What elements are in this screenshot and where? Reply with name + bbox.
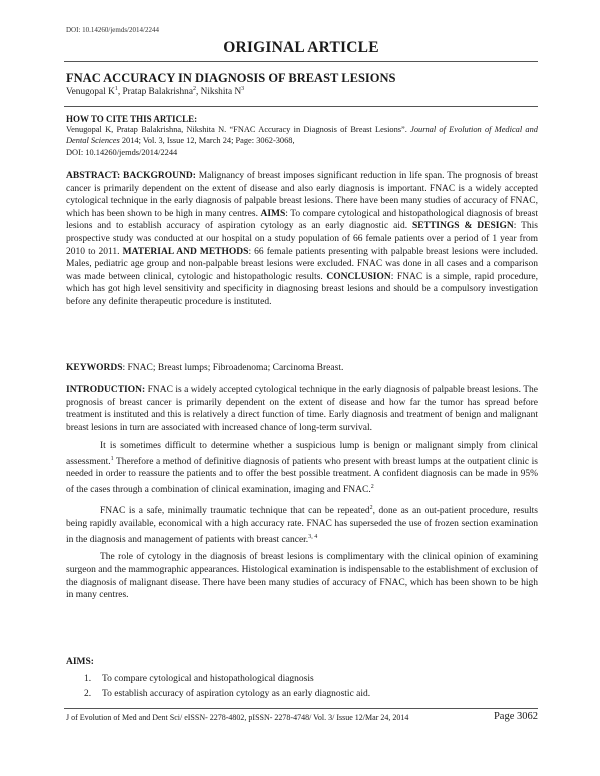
citation-doi: DOI: 10.14260/jemds/2014/2244 [66, 147, 178, 157]
keywords: KEYWORDS: FNAC; Breast lumps; Fibroadenoma; Carcinoma Breast. [66, 363, 344, 373]
section-title: ORIGINAL ARTICLE [223, 39, 379, 56]
citation-text: Venugopal K, Pratap Balakrishna, Nikshita N. “FNAC Accuracy in Diagnosis of Breast Lesions”. Journal of Evolution of Medical and Dental Sciences 2014; Vol. 3, Issue 12, March 24; Page: 3062-3068, DOI: 10.14260/jemds/2014/2244 [66, 125, 538, 157]
page-footer [66, 713, 538, 722]
list-item: 2. To establish accuracy of aspiration cytology as an early diagnostic aid. [84, 689, 371, 699]
footer-journal: J of Evolution of Med and Dent Sci/ eISSN- 2278-4802, pISSN- 2278-4748/ Vol. 3/ Issue 12/Mar 24, 2014 [66, 713, 409, 722]
title-divider [64, 61, 538, 62]
doi-header: DOI: 10.14260/jemds/2014/2244 [66, 26, 159, 34]
author-name: Pratap Balakrishna [122, 87, 193, 98]
paragraph: FNAC is a safe, minimally traumatic technique that can be repeated$^2$, done as an out-patient procedure, results being rapidly available, economical with a high accuracy rate. FNAC has superseded the use of frozen section examination in the diagnosis and management of patients with breast cancer.$^{3, 4}$ [66, 504, 539, 545]
list-item: 1. To compare cytological and histopathological diagnosis [84, 674, 314, 684]
paragraph: It is sometimes difficult to determine whether a suspicious lump is benign or malignant simply from clinical assessment.$^1$ Therefore a method of definitive diagnosis of patients who present with breast lumps at the outpatient clinic is needed in order to reassure the patients and to offer the best possible treatment. A confident diagnosis can be made in 95% of the cases through a combination of clinical examination, imaging and FNAC.$^2$ [66, 440, 538, 496]
authors-divider [64, 106, 538, 107]
citation-heading: HOW TO CITE THIS ARTICLE: [66, 114, 198, 124]
article-title: FNAC ACCURACY IN DIAGNOSIS OF BREAST LESIONS [66, 71, 396, 85]
journal-name: Journal of Evolution of Medical and Dental Sciences [66, 125, 538, 146]
author-name: Nikshita N [200, 87, 242, 98]
introduction [66, 384, 538, 607]
footer-divider [64, 708, 538, 709]
aims-heading: AIMS: [66, 657, 94, 667]
page-number: Page 3062 [493, 711, 538, 722]
paragraph: The role of cytology in the diagnosis of breast lesions is complimentary with the clinical opinion of examining surgeon and the mammographic appearances. Histological examination is indispensable to the establishment of exclusion of the diagnosis of malignant disease. There have been many studies of accuracy of FNAC, which has been shown to be high in many centres. [66, 552, 538, 601]
author-name: Venugopal K [66, 87, 115, 98]
paragraph: INTRODUCTION: FNAC is a widely accepted cytological technique in the early diagnosis of palpable breast lesions. The prognosis of breast cancer is primarily dependent on the extent of disease and how far the tumor has spread before treatment is instituted and this is relatively a direct function of time. Early diagnosis and treatment of benign and malignant breast lesions in turn are associated with increased chance of long-term survival. [66, 385, 538, 434]
abstract: ABSTRACT: BACKGROUND: Malignancy of breast imposes significant reduction in life span. The prognosis of breast cancer is primarily dependent on the extent of disease and also early diagnosis is important. FNAC is a widely accepted cytological technique in the early diagnosis of palpable breast lesions. There have been many studies of accuracy of FNAC, which has been shown to be high in many centres. AIMS: To compare cytological and histopathological diagnosis of breast lesions and to establish accuracy of aspiration cytology as an early diagnostic aid. SETTINGS & DESIGN: This prospective study was conducted at our hospital on a study population of 66 female patients over a period of 1 year from 2010 to 2011. MATERIAL AND METHODS: 66 female patients presenting with palpable breast lesions were included. Males, pediatric age group and non-palpable breast lesions were excluded. FNAC was done in all cases and a comparison was made between clinical, cytologic and histopathologic results. CONCLUSION: FNAC is a simple, rapid procedure, which has got high level sensitivity and specificity in diagnosing breast lesions and should be a compulsory investigation before any definite therapeutic procedure is instituted. [66, 171, 539, 307]
author-list: Venugopal $K^1$, Pratap Balakrishna$^2$, Nikshita $N^3$ [66, 86, 245, 98]
aims-list [66, 672, 370, 702]
